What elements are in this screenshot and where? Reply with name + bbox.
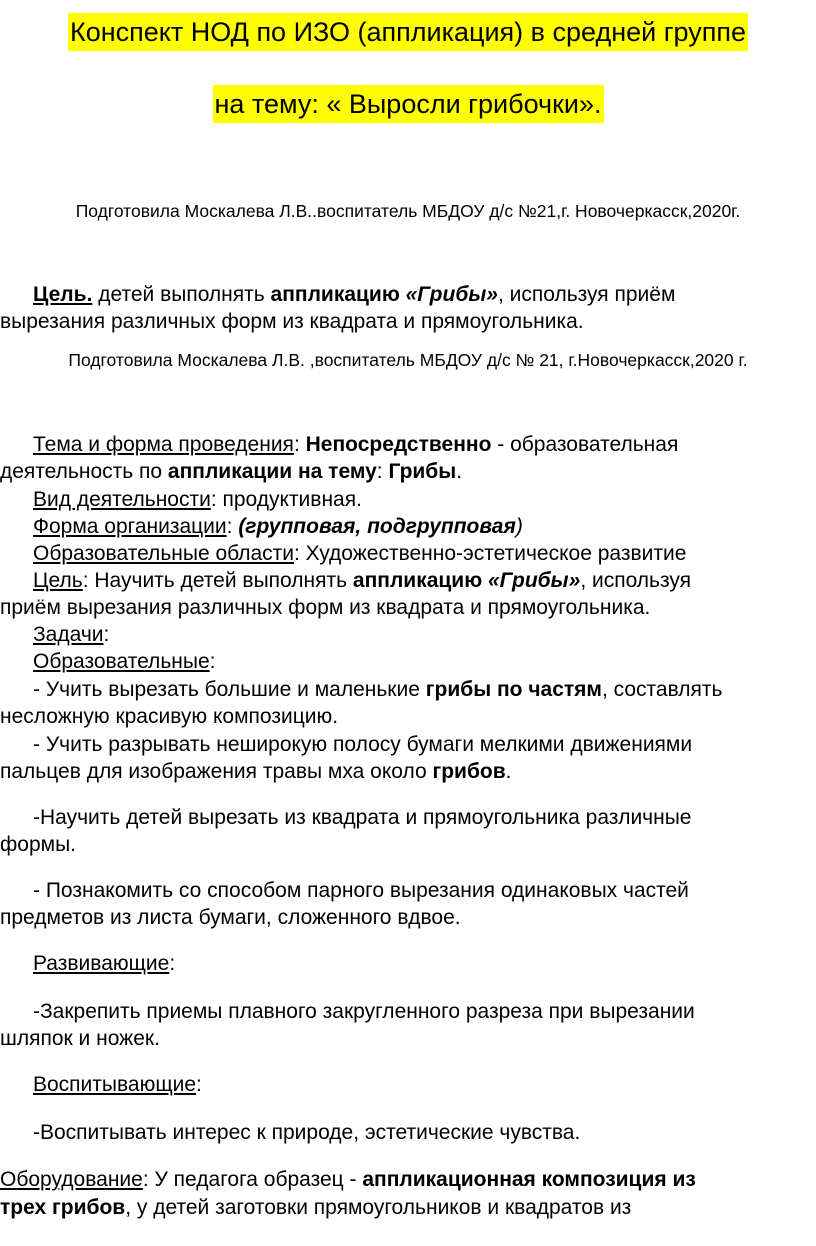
goal-intro-text: детей выполнять	[92, 283, 271, 306]
equipment-label: Оборудование	[0, 1168, 143, 1191]
title-line-2	[0, 84, 816, 124]
edu1-text: - Учить вырезать большие и маленькие	[33, 678, 426, 701]
author-line-second: Подготовила Москалева Л.В. ,воспитатель МБДОУ д/с № 21, г.Новочеркасск,2020 г.	[68, 350, 748, 370]
educational-line	[0, 648, 816, 675]
upbringing-colon: :	[196, 1073, 202, 1096]
edu2-line-1: - Учить разрывать неширокую полосу бумаги мелкими движениями	[33, 733, 693, 756]
goal-intro-mushrooms: «Грибы»	[405, 283, 498, 306]
goal-text: : Научить детей выполнять	[82, 569, 353, 592]
topic-l2-bold: аппликации на тему	[167, 460, 377, 483]
topic-l2-mushrooms: Грибы	[388, 460, 457, 483]
areas-line	[0, 540, 816, 567]
edu2-l2-dot: .	[505, 760, 512, 783]
activity-line	[0, 486, 816, 513]
goal-bold: аппликацию	[352, 569, 483, 592]
topic-label: Тема и форма проведения	[33, 433, 294, 456]
upbringing-line	[0, 1071, 816, 1098]
equipment-l2-text: , у детей заготовки прямоугольников и квадратов из	[125, 1196, 632, 1219]
equipment-text: : У педагога образец -	[142, 1168, 363, 1191]
edu2-line-2	[0, 758, 816, 785]
activity-value: : продуктивная.	[210, 488, 362, 511]
edu1-line-2: несложную красивую композицию.	[0, 705, 339, 728]
tasks-colon: :	[103, 623, 110, 646]
areas-label: Образовательные области	[33, 542, 295, 565]
edu3-line-2: формы.	[0, 833, 77, 856]
tasks-label: Задачи	[33, 623, 104, 646]
topic-l2-dot: .	[456, 460, 463, 483]
topic-text: - образовательная	[491, 433, 679, 456]
topic-l2-text: деятельность по	[0, 460, 168, 483]
developing-label: Развивающие	[33, 952, 170, 975]
educational-label: Образовательные	[33, 650, 210, 673]
topic-line-1	[0, 431, 816, 458]
topic-sep: :	[293, 433, 306, 456]
goal-intro-bold: аппликацию	[270, 283, 400, 306]
goal-label: Цель	[33, 569, 83, 592]
goal-intro-label: Цель.	[33, 283, 93, 306]
equipment-l2-bold: трех грибов	[0, 1196, 126, 1219]
equipment-line-2	[0, 1194, 816, 1221]
organization-value: (групповая, подгрупповая	[238, 515, 516, 538]
developing-line	[0, 950, 816, 977]
organization-close: )	[515, 515, 523, 538]
author-line: Подготовила Москалева Л.В..воспитатель МБДОУ д/с №21,г. Новочеркасск,2020г.	[75, 201, 741, 221]
edu2-l2-bold: грибов	[432, 760, 506, 783]
equipment-line-1	[0, 1166, 816, 1193]
edu1-bold: грибы по частям	[425, 678, 602, 701]
goal-intro-tail: , используя приём	[497, 283, 676, 306]
areas-value: : Художественно-эстетическое развитие	[294, 542, 687, 565]
developing-colon: :	[169, 952, 176, 975]
organization-sep: :	[226, 515, 239, 538]
edu1-line-1	[0, 676, 816, 703]
organization-label: Форма организации	[33, 515, 227, 538]
edu4-line-2: предметов из листа бумаги, сложенного вдвое.	[0, 906, 461, 929]
goal-line-1	[0, 567, 816, 594]
topic-bold: Непосредственно	[305, 433, 492, 456]
educational-colon: :	[209, 650, 216, 673]
edu3-line-1: -Научить детей вырезать из квадрата и прямоугольника различные	[33, 806, 692, 829]
topic-l2-sep: :	[376, 460, 389, 483]
up1-line: -Воспитывать интерес к природе, эстетические чувства.	[33, 1121, 581, 1144]
edu1-tail: , составлять	[601, 678, 723, 701]
upbringing-label: Воспитывающие	[33, 1073, 197, 1096]
topic-line-2	[0, 458, 816, 485]
dev1-line-1: -Закрепить приемы плавного закругленного разреза при вырезании	[33, 1000, 695, 1023]
dev1-line-2: шляпок и ножек.	[0, 1027, 160, 1050]
title-highlight-1: Конспект НОД по ИЗО (аппликация) в средней группе	[68, 13, 748, 51]
edu2-l2-text: пальцев для изображения травы мха около	[0, 760, 433, 783]
organization-line	[0, 513, 816, 540]
title-line-1	[0, 12, 816, 52]
goal-tail: , используя	[580, 569, 692, 592]
goal-mushrooms: «Грибы»	[487, 569, 581, 592]
equipment-bold: аппликационная композиция из	[362, 1168, 696, 1191]
goal-intro-line-1	[0, 281, 816, 308]
activity-label: Вид деятельности	[33, 488, 211, 511]
goal-intro-line-2: вырезания различных форм из квадрата и прямоугольника.	[0, 310, 584, 333]
edu4-line-1: - Познакомить со способом парного вырезания одинаковых частей	[33, 879, 689, 902]
title-highlight-2: на тему: « Выросли грибочки».	[213, 85, 604, 123]
tasks-line	[0, 621, 816, 648]
goal-line-2: приём вырезания различных форм из квадрата и прямоугольника.	[0, 596, 651, 619]
